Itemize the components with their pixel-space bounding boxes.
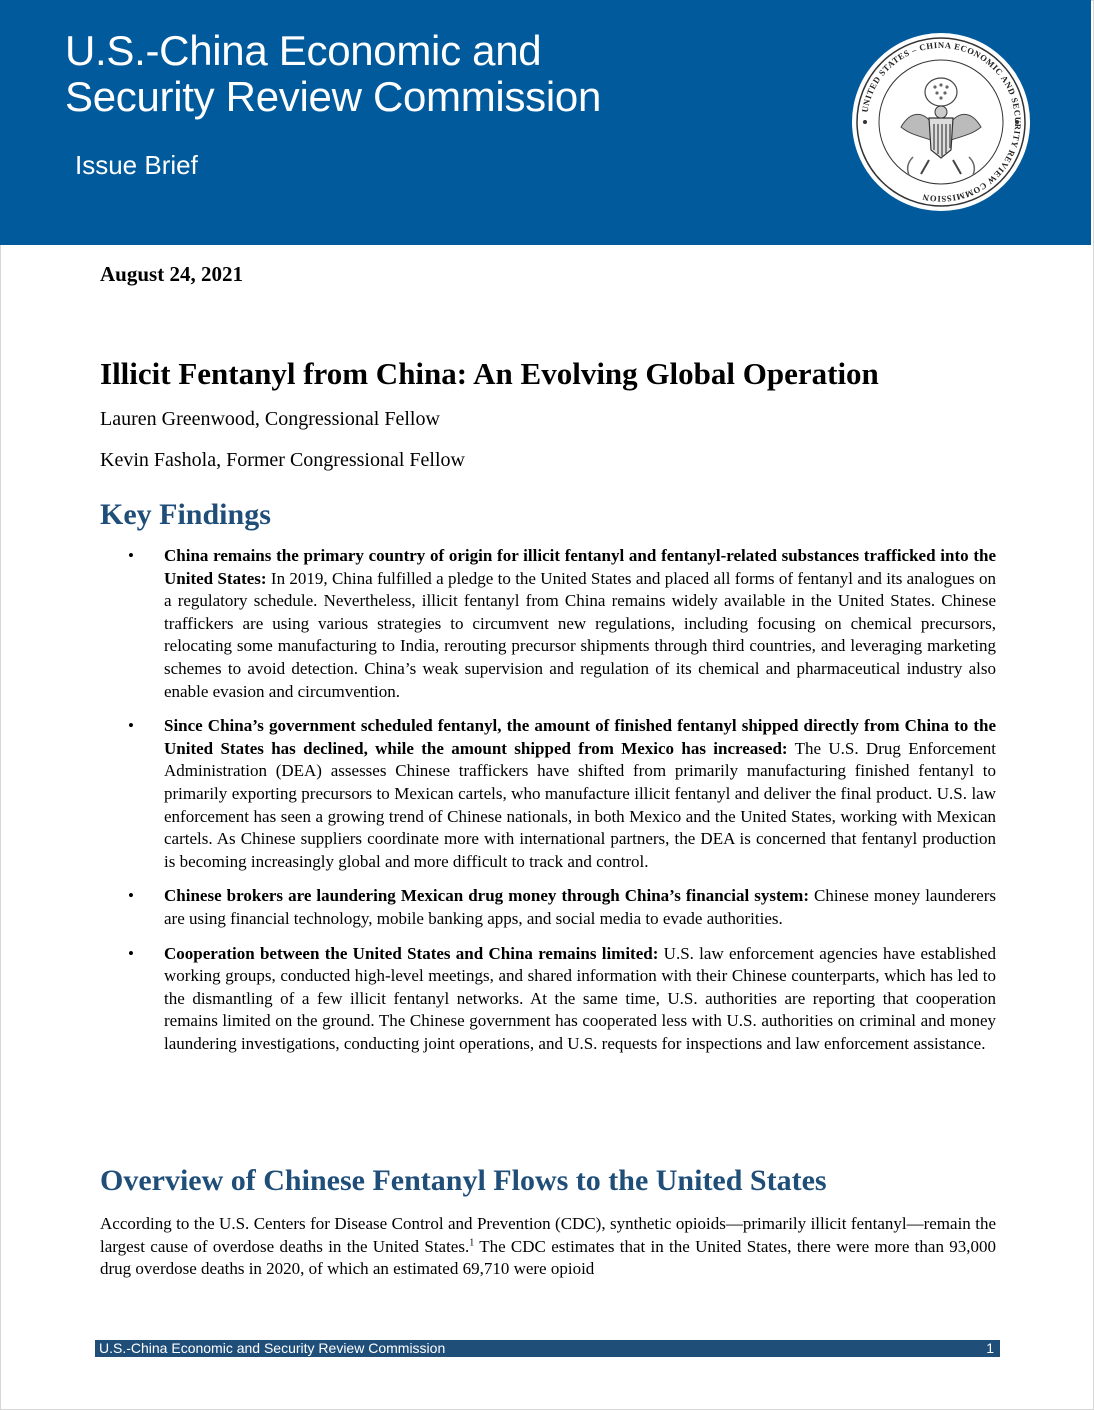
overview-text-end: The CDC estimates that in the United States, there were more than 93,000 drug overdose deaths in 2020, of which an estimated 69,710 were opioid	[100, 1236, 996, 1279]
finding-lead: Cooperation between the United States and China remains limited:	[164, 943, 659, 963]
finding-lead: Chinese brokers are laundering Mexican drug money through China’s financial system:	[164, 886, 809, 906]
bullet-icon: •	[128, 546, 134, 565]
author-2: Kevin Fashola, Former Congressional Fellow	[100, 449, 465, 471]
footer-organization: U.S.-China Economic and Security Review Commission	[99, 1340, 446, 1356]
org-name-line-1: U.S.-China Economic and	[65, 27, 542, 74]
footnote-reference[interactable]: 1	[469, 1236, 475, 1248]
key-findings-list	[100, 545, 996, 1067]
overview-heading: Overview of Chinese Fentanyl Flows to the United States	[100, 1164, 827, 1197]
finding-item	[100, 943, 996, 1056]
finding-item	[100, 885, 996, 930]
page-number: 1	[986, 1340, 994, 1356]
publication-date: August 24, 2021	[100, 262, 243, 286]
bullet-icon: •	[128, 716, 134, 736]
finding-lead: China remains the primary country of origin for illicit fentanyl and fentanyl-related substances trafficked into the United States:	[164, 546, 996, 588]
finding-text: The U.S. Drug Enforcement Administration (DEA) assesses Chinese traffickers have shifted from primarily manufacturing finished fentanyl to primarily exporting precursors to Mexican cartels, who manufacture illicit fentanyl and deliver the final product. U.S. law enforcement has seen a growing trend of Chinese nationals, in both Mexico and the United States, working with Mexican cartels. As Chinese suppliers coordinate more with international partners, the DEA is concerned that fentanyl production is becoming increasingly global and more difficult to track and control.	[164, 738, 996, 871]
finding-text: U.S. law enforcement agencies have established working groups, conducted high-level meetings, and shared information with their Chinese counterparts, which has led to the dismantling of a few illicit fentanyl networks. At the same time, U.S. authorities are reporting that cooperation remains limited on the ground. The Chinese government has cooperated less with U.S. authorities on criminal and money laundering investigations, conducting joint operations, and U.S. requests for inspections and law enforcement assistance.	[164, 943, 996, 1053]
document-type: Issue Brief	[75, 150, 198, 180]
header-banner	[0, 0, 1091, 245]
finding-item	[100, 715, 996, 873]
commission-seal-icon	[851, 32, 1031, 212]
author-1: Lauren Greenwood, Congressional Fellow	[100, 408, 440, 430]
page-footer	[95, 1340, 1000, 1357]
finding-text: In 2019, China fulfilled a pledge to the United States and placed all forms of fentanyl and its analogues on a regulatory schedule. Nevertheless, illicit fentanyl from China remains widely available in the United States. Chinese traffickers are using various strategies to circumvent new regulations, including focusing on chemical precursors, relocating some manufacturing to India, rerouting precursor shipments through third countries, and leveraging marketing schemes to avoid detection. China’s weak supervision and regulation of its chemical and pharmaceutical industry also enable evasion and circumvention.	[164, 568, 996, 701]
overview-text-start: According to the U.S. Centers for Disease Control and Prevention (CDC), synthetic opioids—primarily illicit fentanyl—remain the largest cause of overdose deaths in the United States.	[100, 1214, 996, 1256]
finding-item	[100, 545, 996, 703]
finding-lead: Since China’s government scheduled fentanyl, the amount of finished fentanyl shipped directly from China to the United States has declined, while the amount shipped from Mexico has increased:	[164, 716, 996, 758]
finding-text: Chinese money launderers are using financial technology, mobile banking apps, and social media to evade authorities.	[164, 886, 996, 928]
organization-name	[65, 28, 601, 120]
bullet-icon: •	[128, 886, 134, 906]
org-name-line-2: Security Review Commission	[65, 73, 602, 120]
document-title: Illicit Fentanyl from China: An Evolving Global Operation	[100, 356, 879, 391]
key-findings-heading: Key Findings	[100, 498, 271, 531]
bullet-icon: •	[128, 943, 134, 963]
overview-paragraph	[100, 1213, 996, 1281]
seal-ring-text: UNITED STATES – CHINA ECONOMIC AND SECURITY REVIEW COMMISSION	[859, 39, 1024, 205]
